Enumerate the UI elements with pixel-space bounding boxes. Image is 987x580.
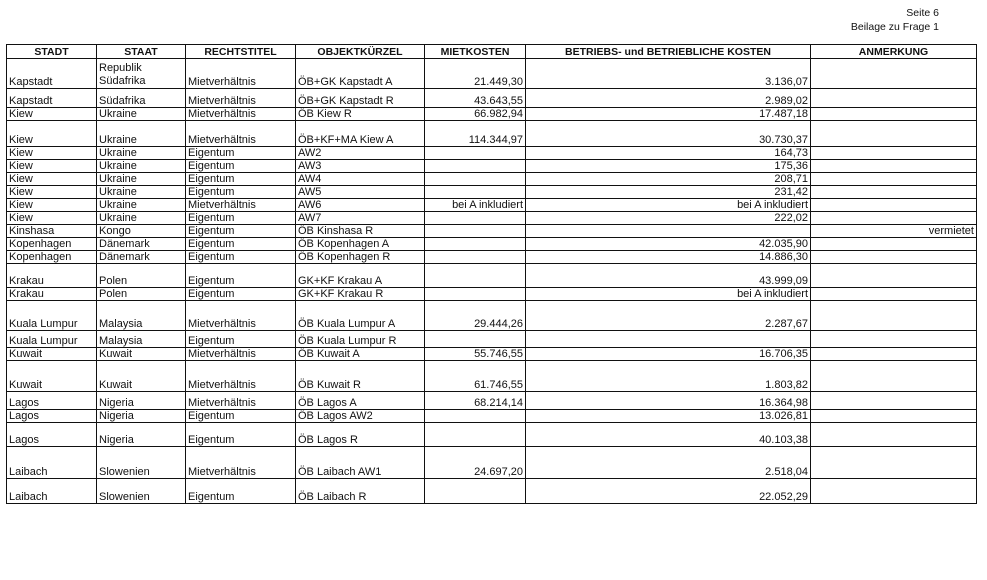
cell-rechtstitel: Eigentum <box>186 264 296 288</box>
cell-objektkuerzel: ÖB Kopenhagen R <box>296 251 425 264</box>
column-header-anmerkung: ANMERKUNG <box>811 45 977 59</box>
cell-stadt: Kuala Lumpur <box>7 331 97 348</box>
cell-objektkuerzel: ÖB Kuala Lumpur A <box>296 301 425 331</box>
cell-staat: Kuwait <box>97 348 186 361</box>
cell-stadt: Kiew <box>7 199 97 212</box>
cell-rechtstitel: Eigentum <box>186 173 296 186</box>
cell-staat: Nigeria <box>97 410 186 423</box>
table-row <box>7 225 977 238</box>
cell-stadt: Kiew <box>7 186 97 199</box>
cell-staat: Polen <box>97 264 186 288</box>
table-row <box>7 447 977 479</box>
table-row <box>7 301 977 331</box>
cell-rechtstitel: Eigentum <box>186 479 296 504</box>
table-row <box>7 264 977 288</box>
column-header-rechtstitel: RECHTSTITEL <box>186 45 296 59</box>
cell-betriebskosten: 2.287,67 <box>526 301 811 331</box>
cell-betriebskosten: 42.035,90 <box>526 238 811 251</box>
cell-betriebskosten: 22.052,29 <box>526 479 811 504</box>
cell-rechtstitel: Eigentum <box>186 186 296 199</box>
cell-objektkuerzel: GK+KF Krakau R <box>296 288 425 301</box>
cell-staat: Ukraine <box>97 173 186 186</box>
cell-stadt: Kiew <box>7 147 97 160</box>
cell-mietkosten <box>425 212 526 225</box>
cell-stadt: Lagos <box>7 423 97 447</box>
cell-mietkosten <box>425 238 526 251</box>
cell-stadt: Kiew <box>7 173 97 186</box>
cell-anmerkung <box>811 392 977 410</box>
cell-staat: Nigeria <box>97 392 186 410</box>
cell-stadt: Lagos <box>7 410 97 423</box>
cell-stadt: Kinshasa <box>7 225 97 238</box>
cell-staat: Ukraine <box>97 108 186 121</box>
cell-anmerkung <box>811 160 977 173</box>
cell-mietkosten <box>425 160 526 173</box>
cell-rechtstitel: Eigentum <box>186 225 296 238</box>
cell-rechtstitel: Eigentum <box>186 423 296 447</box>
cell-betriebskosten: 164,73 <box>526 147 811 160</box>
cell-mietkosten: 29.444,26 <box>425 301 526 331</box>
cell-mietkosten <box>425 173 526 186</box>
cost-table <box>6 44 977 504</box>
cell-betriebskosten: bei A inkludiert <box>526 199 811 212</box>
cell-mietkosten <box>425 186 526 199</box>
table-row <box>7 348 977 361</box>
cell-anmerkung <box>811 423 977 447</box>
cell-betriebskosten: 30.730,37 <box>526 121 811 147</box>
cell-staat: Republik Südafrika <box>97 59 186 89</box>
cell-objektkuerzel: AW5 <box>296 186 425 199</box>
cell-anmerkung <box>811 301 977 331</box>
cell-rechtstitel: Mietverhältnis <box>186 89 296 108</box>
cell-rechtstitel: Eigentum <box>186 410 296 423</box>
cell-stadt: Kopenhagen <box>7 251 97 264</box>
cell-objektkuerzel: AW4 <box>296 173 425 186</box>
cell-staat: Polen <box>97 288 186 301</box>
page-subtitle: Beilage zu Frage 1 <box>850 21 939 33</box>
cell-anmerkung <box>811 59 977 89</box>
cell-stadt: Kuwait <box>7 348 97 361</box>
cell-staat: Dänemark <box>97 238 186 251</box>
cell-staat: Malaysia <box>97 301 186 331</box>
cell-objektkuerzel: AW2 <box>296 147 425 160</box>
cell-anmerkung <box>811 348 977 361</box>
cell-staat: Kongo <box>97 225 186 238</box>
table-row <box>7 410 977 423</box>
cell-anmerkung <box>811 108 977 121</box>
cell-objektkuerzel: AW3 <box>296 160 425 173</box>
cell-mietkosten <box>425 225 526 238</box>
cell-betriebskosten: 3.136,07 <box>526 59 811 89</box>
cell-rechtstitel: Eigentum <box>186 147 296 160</box>
cell-rechtstitel: Mietverhältnis <box>186 392 296 410</box>
cell-stadt: Laibach <box>7 447 97 479</box>
cell-anmerkung <box>811 238 977 251</box>
table-row <box>7 147 977 160</box>
cell-rechtstitel: Mietverhältnis <box>186 108 296 121</box>
cell-staat: Ukraine <box>97 121 186 147</box>
cell-objektkuerzel: GK+KF Krakau A <box>296 264 425 288</box>
table-row <box>7 89 977 108</box>
cell-betriebskosten: 231,42 <box>526 186 811 199</box>
cell-mietkosten <box>425 251 526 264</box>
cell-anmerkung <box>811 264 977 288</box>
cell-betriebskosten: 14.886,30 <box>526 251 811 264</box>
table-row <box>7 173 977 186</box>
cell-mietkosten: 66.982,94 <box>425 108 526 121</box>
cell-rechtstitel: Mietverhältnis <box>186 447 296 479</box>
cell-betriebskosten: 16.706,35 <box>526 348 811 361</box>
cell-staat: Malaysia <box>97 331 186 348</box>
cell-betriebskosten <box>526 225 811 238</box>
page-header <box>851 6 939 34</box>
table-row <box>7 479 977 504</box>
cell-stadt: Laibach <box>7 479 97 504</box>
table-row <box>7 212 977 225</box>
cell-objektkuerzel: ÖB Kuwait R <box>296 361 425 392</box>
cell-objektkuerzel: ÖB Kiew R <box>296 108 425 121</box>
cell-anmerkung <box>811 186 977 199</box>
cell-betriebskosten: 40.103,38 <box>526 423 811 447</box>
column-header-betriebskosten: BETRIEBS- und BETRIEBLICHE KOSTEN <box>526 45 811 59</box>
cell-stadt: Kuala Lumpur <box>7 301 97 331</box>
cell-rechtstitel: Mietverhältnis <box>186 59 296 89</box>
cell-staat: Ukraine <box>97 212 186 225</box>
cell-mietkosten <box>425 264 526 288</box>
cell-objektkuerzel: ÖB Kinshasa R <box>296 225 425 238</box>
cell-stadt: Kapstadt <box>7 59 97 89</box>
cell-mietkosten <box>425 288 526 301</box>
cell-mietkosten: 55.746,55 <box>425 348 526 361</box>
table-row <box>7 288 977 301</box>
table-row <box>7 59 977 89</box>
cell-anmerkung <box>811 199 977 212</box>
cell-mietkosten: 68.214,14 <box>425 392 526 410</box>
table-row <box>7 160 977 173</box>
cell-objektkuerzel: ÖB Kopenhagen A <box>296 238 425 251</box>
cell-staat: Dänemark <box>97 251 186 264</box>
table-row <box>7 331 977 348</box>
cell-staat: Ukraine <box>97 186 186 199</box>
cell-objektkuerzel: ÖB Kuala Lumpur R <box>296 331 425 348</box>
table-row <box>7 199 977 212</box>
cell-betriebskosten: 2.989,02 <box>526 89 811 108</box>
cell-objektkuerzel: ÖB Lagos R <box>296 423 425 447</box>
cell-stadt: Lagos <box>7 392 97 410</box>
cell-rechtstitel: Eigentum <box>186 160 296 173</box>
cell-stadt: Kuwait <box>7 361 97 392</box>
cell-rechtstitel: Mietverhältnis <box>186 121 296 147</box>
cell-objektkuerzel: ÖB+GK Kapstadt A <box>296 59 425 89</box>
cell-rechtstitel: Mietverhältnis <box>186 199 296 212</box>
cell-staat: Ukraine <box>97 160 186 173</box>
cell-anmerkung <box>811 173 977 186</box>
page-number: Seite 6 <box>906 7 939 19</box>
cell-objektkuerzel: AW7 <box>296 212 425 225</box>
column-header-staat: STAAT <box>97 45 186 59</box>
column-header-objektkuerzel: OBJEKTKÜRZEL <box>296 45 425 59</box>
cell-stadt: Kopenhagen <box>7 238 97 251</box>
cell-mietkosten <box>425 147 526 160</box>
cell-objektkuerzel: ÖB+GK Kapstadt R <box>296 89 425 108</box>
cell-staat: Ukraine <box>97 199 186 212</box>
cell-mietkosten: 114.344,97 <box>425 121 526 147</box>
cell-stadt: Krakau <box>7 288 97 301</box>
cell-anmerkung <box>811 147 977 160</box>
cell-rechtstitel: Eigentum <box>186 331 296 348</box>
cell-mietkosten: 24.697,20 <box>425 447 526 479</box>
table-body <box>7 59 977 504</box>
cell-betriebskosten: 208,71 <box>526 173 811 186</box>
cell-betriebskosten: bei A inkludiert <box>526 288 811 301</box>
cell-betriebskosten: 13.026,81 <box>526 410 811 423</box>
cell-staat: Kuwait <box>97 361 186 392</box>
cell-betriebskosten: 16.364,98 <box>526 392 811 410</box>
table-row <box>7 108 977 121</box>
cell-anmerkung <box>811 331 977 348</box>
table-row <box>7 423 977 447</box>
cell-stadt: Kapstadt <box>7 89 97 108</box>
cell-stadt: Kiew <box>7 212 97 225</box>
cell-betriebskosten <box>526 331 811 348</box>
cell-betriebskosten: 17.487,18 <box>526 108 811 121</box>
cell-rechtstitel: Eigentum <box>186 288 296 301</box>
cell-anmerkung <box>811 89 977 108</box>
cell-staat: Slowenien <box>97 479 186 504</box>
cell-staat: Südafrika <box>97 89 186 108</box>
cell-anmerkung <box>811 447 977 479</box>
cell-anmerkung <box>811 288 977 301</box>
table-row <box>7 238 977 251</box>
column-header-mietkosten: MIETKOSTEN <box>425 45 526 59</box>
cell-mietkosten <box>425 331 526 348</box>
cell-anmerkung: vermietet <box>811 225 977 238</box>
table-header-row <box>7 45 977 59</box>
cell-rechtstitel: Mietverhältnis <box>186 361 296 392</box>
cell-stadt: Kiew <box>7 160 97 173</box>
cell-rechtstitel: Mietverhältnis <box>186 301 296 331</box>
cell-betriebskosten: 2.518,04 <box>526 447 811 479</box>
cell-anmerkung <box>811 212 977 225</box>
cell-mietkosten: 61.746,55 <box>425 361 526 392</box>
cell-staat: Ukraine <box>97 147 186 160</box>
cell-staat: Nigeria <box>97 423 186 447</box>
cell-mietkosten <box>425 479 526 504</box>
cell-objektkuerzel: ÖB Kuwait A <box>296 348 425 361</box>
table-row <box>7 121 977 147</box>
cell-betriebskosten: 43.999,09 <box>526 264 811 288</box>
cell-anmerkung <box>811 410 977 423</box>
table-row <box>7 361 977 392</box>
cell-objektkuerzel: ÖB+KF+MA Kiew A <box>296 121 425 147</box>
cell-mietkosten: 21.449,30 <box>425 59 526 89</box>
table-row <box>7 392 977 410</box>
cell-objektkuerzel: ÖB Lagos AW2 <box>296 410 425 423</box>
cell-objektkuerzel: ÖB Laibach R <box>296 479 425 504</box>
cell-betriebskosten: 222,02 <box>526 212 811 225</box>
cell-stadt: Kiew <box>7 121 97 147</box>
cell-betriebskosten: 175,36 <box>526 160 811 173</box>
cell-objektkuerzel: ÖB Laibach AW1 <box>296 447 425 479</box>
cell-rechtstitel: Eigentum <box>186 238 296 251</box>
cell-mietkosten <box>425 423 526 447</box>
cell-anmerkung <box>811 361 977 392</box>
cell-rechtstitel: Eigentum <box>186 251 296 264</box>
cell-stadt: Krakau <box>7 264 97 288</box>
cell-anmerkung <box>811 251 977 264</box>
cell-objektkuerzel: AW6 <box>296 199 425 212</box>
cell-objektkuerzel: ÖB Lagos A <box>296 392 425 410</box>
cell-anmerkung <box>811 121 977 147</box>
column-header-stadt: STADT <box>7 45 97 59</box>
cell-stadt: Kiew <box>7 108 97 121</box>
table-row <box>7 186 977 199</box>
cell-mietkosten: bei A inkludiert <box>425 199 526 212</box>
cell-mietkosten: 43.643,55 <box>425 89 526 108</box>
cell-mietkosten <box>425 410 526 423</box>
cell-rechtstitel: Eigentum <box>186 212 296 225</box>
cell-anmerkung <box>811 479 977 504</box>
cell-staat: Slowenien <box>97 447 186 479</box>
table-row <box>7 251 977 264</box>
cell-rechtstitel: Mietverhältnis <box>186 348 296 361</box>
cell-betriebskosten: 1.803,82 <box>526 361 811 392</box>
